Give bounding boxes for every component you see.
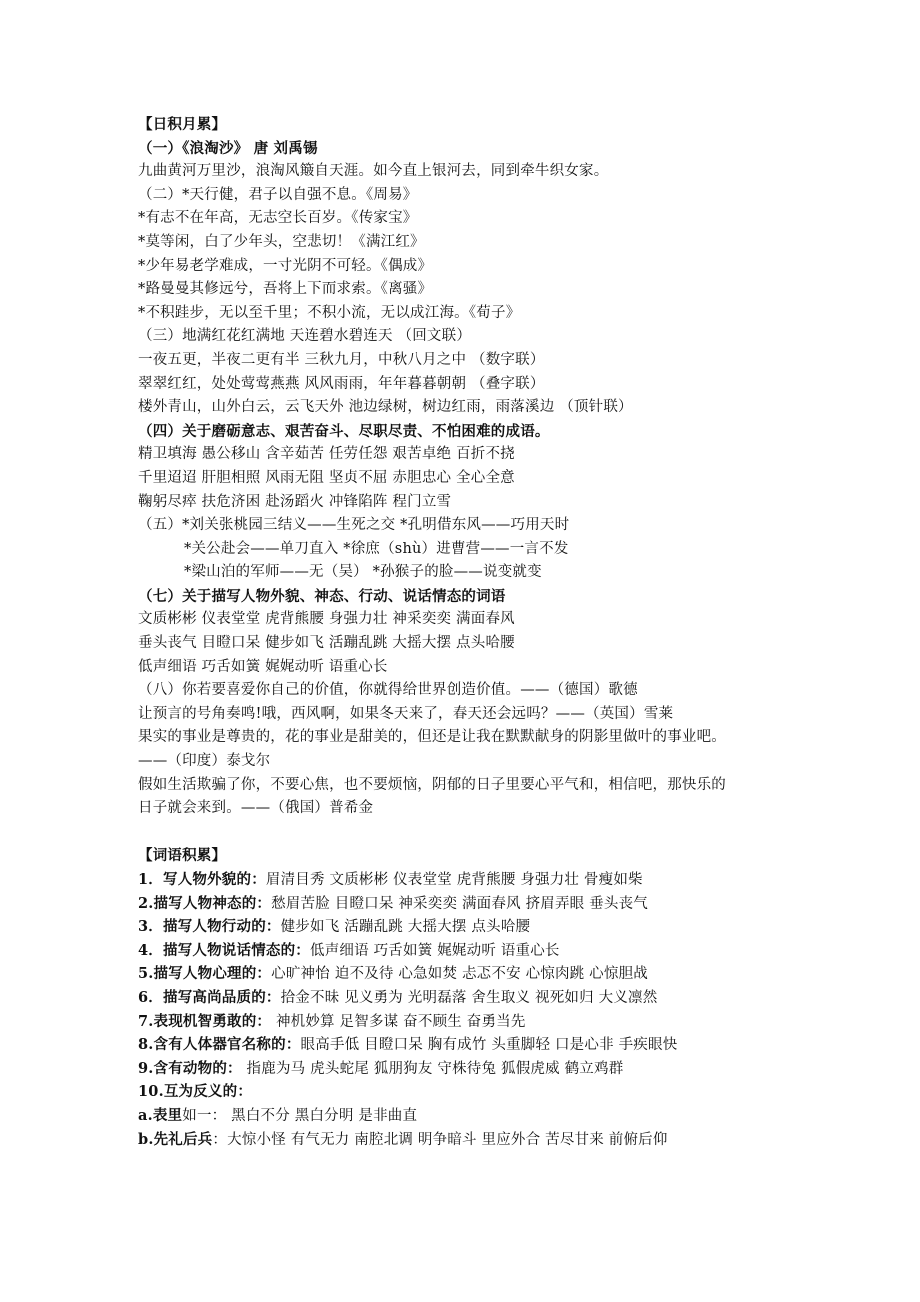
item-label: 6．描写高尚品质的： xyxy=(138,988,281,1006)
text-line: *有志不在年高，无志空长百岁。《传家宝》 xyxy=(138,210,418,227)
word-list-item xyxy=(138,939,788,963)
text-line: 楼外青山，山外白云，云飞天外 池边绿树，树边红雨，雨落溪边 （顶针联） xyxy=(138,399,633,416)
text-line: 文质彬彬 仪表堂堂 虎背熊腰 身强力壮 神采奕奕 满面春风 xyxy=(138,611,515,628)
text-line: 精卫填海 愚公移山 含辛茹苦 任劳任怨 艰苦卓绝 百折不挠 xyxy=(138,446,515,463)
word-list-item xyxy=(138,1080,788,1104)
section-word-accumulation xyxy=(138,844,788,1151)
item-label: a.表里 xyxy=(138,1106,183,1124)
item-words: 健步如飞 活蹦乱跳 大摇大摆 点头哈腰 xyxy=(280,919,531,936)
word-list-item xyxy=(138,1104,788,1128)
word-list-item xyxy=(138,868,788,892)
word-list-item xyxy=(138,1010,788,1034)
text-line: 日子就会来到。——（俄国）普希金 xyxy=(138,800,374,817)
section-heading: 【日积月累】 xyxy=(138,116,227,133)
text-line: 让预言的号角奏鸣!哦，西风啊，如果冬天来了，春天还会远吗？——（英国）雪莱 xyxy=(138,705,674,722)
text-line: （八）你若要喜爱你自己的价值，你就得给世界创造价值。——（德国）歌德 xyxy=(138,682,638,699)
text-line: ——（印度）泰戈尔 xyxy=(138,753,271,770)
text-line: *梁山泊的军师——无（吴） *孙猴子的脸——说变就变 xyxy=(184,564,542,581)
word-list-item xyxy=(138,915,788,939)
text-line: （一）《浪淘沙》 唐 刘禹锡 xyxy=(138,139,318,157)
text-line: （四）关于磨砺意志、艰苦奋斗、尽职尽责、不怕困难的成语。 xyxy=(138,422,550,440)
item-words: 眼高手低 目瞪口呆 胸有成竹 头重脚轻 口是心非 手疾眼快 xyxy=(300,1037,678,1054)
item-label: 8.含有人体器官名称的： xyxy=(138,1036,301,1054)
text-line: *莫等闲，白了少年头，空悲切！《满江红》 xyxy=(138,233,425,250)
item-label: 10.互为反义的： xyxy=(138,1083,253,1101)
word-list-item xyxy=(138,1033,788,1057)
item-words: ：大惊小怪 有气无力 南腔北调 明争暗斗 里应外合 苦尽甘来 前俯后仰 xyxy=(212,1131,668,1148)
word-list-item xyxy=(138,962,788,986)
text-line: 一夜五更，半夜二更有半 三秋九月，中秋八月之中 （数字联） xyxy=(138,351,545,368)
text-line: 低声细语 巧舌如簧 娓娓动听 语重心长 xyxy=(138,658,388,675)
item-words: 指鹿为马 虎头蛇尾 狐朋狗友 守株待兔 狐假虎威 鹤立鸡群 xyxy=(241,1060,624,1077)
document-page xyxy=(138,113,788,1151)
item-words: 拾金不昧 见义勇为 光明磊落 舍生取义 视死如归 大义凛然 xyxy=(280,989,658,1006)
word-list-item xyxy=(138,986,788,1010)
text-line: 果实的事业是尊贵的，花的事业是甜美的，但还是让我在默默献身的阴影里做叶的事业吧。 xyxy=(138,729,726,746)
text-line: *路曼曼其修远兮，吾将上下而求索。《离骚》 xyxy=(138,281,433,298)
word-list-item xyxy=(138,1057,788,1081)
text-line: 九曲黄河万里沙，浪淘风簸自天涯。如今直上银河去，同到牵牛织女家。 xyxy=(138,163,609,180)
item-words: 如一： 黑白不分 黑白分明 是非曲直 xyxy=(182,1107,418,1124)
item-words: 眉清目秀 文质彬彬 仪表堂堂 虎背熊腰 身强力壮 骨瘦如柴 xyxy=(265,872,643,888)
section-gap xyxy=(138,821,788,845)
text-line: 千里迢迢 肝胆相照 风雨无阻 坚贞不屈 赤胆忠心 全心全意 xyxy=(138,469,515,486)
item-label: b.先礼后兵 xyxy=(138,1130,213,1148)
text-line: （二）*天行健，君子以自强不息。《周易》 xyxy=(138,186,418,203)
item-label: 9.含有动物的： xyxy=(138,1059,242,1077)
text-line: 假如生活欺骗了你，不要心焦，也不要烦恼，阴郁的日子里要心平气和，相信吧，那快乐的 xyxy=(138,776,726,793)
text-line: 垂头丧气 目瞪口呆 健步如飞 活蹦乱跳 大摇大摆 点头哈腰 xyxy=(138,635,515,652)
text-line: *不积跬步，无以至千里；不积小流，无以成江海。《荀子》 xyxy=(138,304,521,321)
text-line: （五）*刘关张桃园三结义——生死之交 *孔明借东风——巧用天时 xyxy=(138,517,570,534)
item-label: 5.描写人物心理的： xyxy=(138,965,272,983)
section-daily-accumulation xyxy=(138,113,788,821)
text-line: 翠翠红红，处处莺莺燕燕 风风雨雨，年年暮暮朝朝 （叠字联） xyxy=(138,375,545,392)
section-heading: 【词语积累】 xyxy=(138,847,227,865)
item-label: 2.描写人物神态的： xyxy=(138,894,272,912)
text-line: *少年易老学难成，一寸光阴不可轻。《偶成》 xyxy=(138,257,433,274)
item-label: 1．写人物外貌的： xyxy=(138,871,266,888)
text-line: 鞠躬尽瘁 扶危济困 赴汤蹈火 冲锋陷阵 程门立雪 xyxy=(138,493,452,510)
word-list-item xyxy=(138,892,788,916)
text-line: （七）关于描写人物外貌、神态、行动、说话情态的词语 xyxy=(138,587,506,605)
item-label: 7.表现机智勇敢的： xyxy=(138,1012,272,1030)
item-words: 神机妙算 足智多谋 奋不顾生 奋勇当先 xyxy=(271,1013,526,1030)
word-list-item xyxy=(138,1128,788,1152)
item-words: 心旷神怡 迫不及待 心急如焚 忐忑不安 心惊肉跳 心惊胆战 xyxy=(271,966,648,983)
text-line: （三）地满红花红满地 天连碧水碧连天 （回文联） xyxy=(138,328,472,345)
item-words: 低声细语 巧舌如簧 娓娓动听 语重心长 xyxy=(310,942,560,959)
text-line: *关公赴会——单刀直入 *徐庶（shù）进曹营——一言不发 xyxy=(184,540,569,557)
item-label: 4．描写人物说话情态的： xyxy=(138,941,310,959)
item-words: 愁眉苦脸 目瞪口呆 神采奕奕 满面春风 挤眉弄眼 垂头丧气 xyxy=(271,895,648,912)
item-label: 3．描写人物行动的： xyxy=(138,918,281,936)
